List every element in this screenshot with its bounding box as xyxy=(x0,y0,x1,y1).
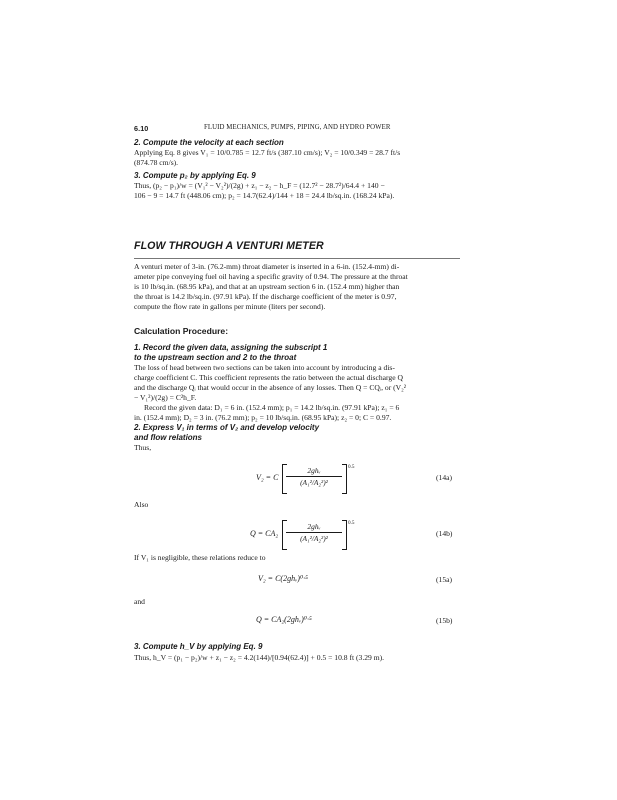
eq14b-fraction xyxy=(286,522,342,543)
section-title: FLOW THROUGH A VENTURI METER xyxy=(134,240,324,252)
right-bracket xyxy=(342,464,347,494)
procedure-heading: Calculation Procedure: xyxy=(134,326,229,336)
negligible-text: If V₁ is negligible, these relations reduce to xyxy=(134,553,266,562)
text-line: 106 − 9 = 14.7 ft (448.06 cm); p₂ = 14.7(62.4)/144 + 18 = 24.4 lb/sq.in. (168.24 kPa). xyxy=(134,191,395,200)
proc-step2-heading xyxy=(134,423,460,443)
heading-line: to the upstream section and 2 to the throat xyxy=(134,353,297,362)
step3-text xyxy=(134,181,460,201)
eq14b-lhs: Q = CA₂ xyxy=(250,529,279,538)
text-line: ameter pipe conveying fuel oil having a specific gravity of 0.94. The pressure at the throat xyxy=(134,272,408,281)
eq14a-lhs: V₂ = C xyxy=(256,473,279,482)
eq14a-number: (14a) xyxy=(436,473,453,482)
text-line: Thus, (p₂ − p₁)/w = (V₁² − V₂²)/(2g) + z₁ − z₂ − h_F = (12.7² − 28.7²)/64.4 + 140 − xyxy=(134,181,385,190)
eq14a-denominator: (A₁²/A₂²)² xyxy=(300,478,328,487)
and-text: and xyxy=(134,597,145,606)
equation-15b xyxy=(256,615,312,624)
text-line: − V₁²)/(2g) = C²h_F. xyxy=(134,393,197,402)
eq14b-exponent: 0.5 xyxy=(348,520,355,526)
eq15b-text: Q = CA₂(2ghᵥ)⁰·⁵ xyxy=(256,615,312,624)
proc-step3-heading: 3. Compute h_V by applying Eq. 9 xyxy=(134,642,263,651)
proc-step3-text xyxy=(134,653,460,663)
eq15a-number: (15a) xyxy=(436,575,453,584)
equation-15a xyxy=(258,574,308,583)
eq14b-numerator: 2ghᵥ xyxy=(307,522,321,531)
text-line: A venturi meter of 3-in. (76.2-mm) throat diameter is inserted in a 6-in. (152.4-mm) di- xyxy=(134,262,400,271)
also-text: Also xyxy=(134,500,149,509)
text-line: Record the given data: D₁ = 6 in. (152.4 mm); p₁ = 14.2 lb/sq.in. (97.91 kPa); z₁ = 6 xyxy=(144,403,400,412)
text-line: The loss of head between two sections can be taken into account by introducing a dis- xyxy=(134,363,395,372)
eq14a-numerator: 2ghᵥ xyxy=(307,466,321,475)
step2-heading: 2. Compute the velocity at each section xyxy=(134,138,284,147)
eq15b-number: (15b) xyxy=(436,616,453,625)
eq14a-exponent: 0.5 xyxy=(348,464,355,470)
text-line: the throat is 14.2 lb/sq.in. (97.91 kPa). If the discharge coefficient of the meter is 0.97, xyxy=(134,292,397,301)
page-number: 6.10 xyxy=(134,124,149,133)
running-header xyxy=(134,124,460,136)
text-line: and the discharge Qᵢ that would occur in the absence of any losses. Then Q = CQᵢ, or (V₂² xyxy=(134,383,407,392)
text-line: compute the flow rate in gallons per minute (liters per second). xyxy=(134,302,326,311)
text-line: in. (152.4 mm); D₂ = 3 in. (76.2 mm); p₂ = 10 lb/sq.in. (68.95 kPa); z₂ = 0; C = 0.97. xyxy=(134,413,392,422)
eq14a-fraction xyxy=(286,466,342,487)
running-title: FLUID MECHANICS, PUMPS, PIPING, AND HYDRO POWER xyxy=(204,124,391,131)
eq14b-number: (14b) xyxy=(436,529,453,538)
heading-line: 2. Express V₁ in terms of V₂ and develop velocity xyxy=(134,423,320,432)
text-line: Applying Eq. 8 gives V₁ = 10/0.785 = 12.7 ft/s (387.10 cm/s); V₂ = 10/0.349 = 28.7 ft/s xyxy=(134,148,401,157)
text-line: is 10 lb/sq.in. (68.95 kPa), and that at an upstream section 6 in. (152.4 mm) higher than xyxy=(134,282,400,291)
text-line: Thus, h_V = (p₁ − p₂)/w + z₁ − z₂ = 4.2(144)/[0.94(62.4)] + 0.5 = 10.8 ft (3.29 m). xyxy=(134,653,385,662)
text-line: (874.78 cm/s). xyxy=(134,158,179,167)
proc-step1-text xyxy=(134,363,460,423)
document-page xyxy=(134,0,460,800)
problem-statement xyxy=(134,262,460,312)
proc-step1-heading xyxy=(134,343,460,363)
step3-heading: 3. Compute p₂ by applying Eq. 9 xyxy=(134,171,256,180)
eq14b-denominator: (A₁²/A₂²)² xyxy=(300,534,328,543)
thus-text: Thus, xyxy=(134,443,152,452)
eq15a-text: V₂ = C(2ghᵥ)⁰·⁵ xyxy=(258,574,308,583)
text-line: charge coefficient C. This coefficient represents the ratio between the actual discharge Q xyxy=(134,373,403,382)
step2-text xyxy=(134,148,460,168)
heading-line: and flow relations xyxy=(134,433,203,442)
right-bracket xyxy=(342,520,347,550)
heading-line: 1. Record the given data, assigning the subscript 1 xyxy=(134,343,328,352)
section-heading xyxy=(134,236,460,259)
